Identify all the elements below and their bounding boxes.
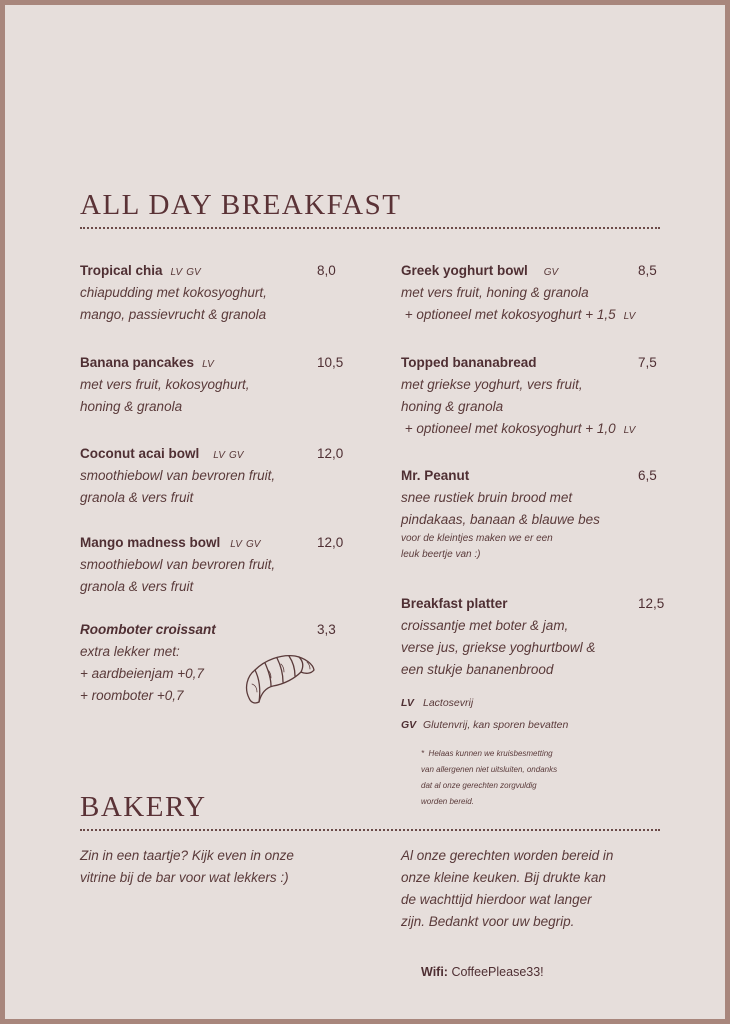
tag-gv: GV <box>543 267 559 278</box>
wifi-label: Wifi: <box>421 965 448 979</box>
item-description: met vers fruit, kokosyoghurt, honing & granola <box>80 377 250 414</box>
menu-item-topped-bananabread <box>401 355 641 442</box>
menu-item-coconut-acai-bowl <box>80 446 310 509</box>
tag-lv: LV <box>230 539 242 550</box>
item-description: croissantje met boter & jam, verse jus, griekse yoghurtbowl & een stukje bananenbrood <box>401 618 596 677</box>
kitchen-notice: Al onze gerechten worden bereid in onze kleine keuken. Bij drukte kan de wachttijd hierdoor wat langer zijn. Bedankt voor uw begrip. <box>401 848 614 929</box>
tag-lv: LV <box>623 311 636 322</box>
bakery-text: Zin in een taartje? Kijk even in onze vitrine bij de bar voor wat lekkers :) <box>80 848 294 885</box>
menu-item-tropical-chia <box>80 263 310 326</box>
item-name: Topped bananabread <box>401 355 537 370</box>
menu-item-banana-pancakes <box>80 355 310 418</box>
item-name: Banana pancakes <box>80 355 195 370</box>
legend-code: LV <box>401 697 414 709</box>
menu-item-mr-peanut <box>401 468 641 563</box>
breakfast-heading: ALL DAY BREAKFAST <box>80 189 402 221</box>
tag-lv: LV <box>202 359 214 370</box>
item-price: 3,3 <box>317 622 336 637</box>
legend-text: Glutenvrij, kan sporen bevatten <box>423 719 569 731</box>
item-price: 8,5 <box>638 263 657 278</box>
item-description: met vers fruit, honing & granola + optioneel met kokosyoghurt + 1,5 LV <box>401 285 636 322</box>
item-price: 7,5 <box>638 355 657 370</box>
item-name: Greek yoghurt bowl <box>401 263 528 278</box>
item-description: chiapudding met kokosyoghurt, mango, passievrucht & granola <box>80 285 267 322</box>
allergen-note: * Helaas kunnen we kruisbesmetting van allergenen niet uitsluiten, ondanks dat al onze gerechten zorgvuldig worden bereid. <box>421 749 558 806</box>
item-description: smoothiebowl van bevroren fruit, granola & vers fruit <box>80 468 276 505</box>
legend-lv <box>401 697 473 709</box>
legend-text: Lactosevrij <box>423 697 474 709</box>
menu-page <box>5 5 725 1019</box>
croissant-icon <box>241 648 317 706</box>
bakery-divider <box>80 829 660 831</box>
tag-gv: GV <box>228 450 244 461</box>
item-name: Tropical chia <box>80 263 163 278</box>
wifi-password: CoffeePlease33! <box>451 965 544 979</box>
bakery-heading: BAKERY <box>80 791 207 823</box>
menu-item-greek-yoghurt-bowl <box>401 263 641 328</box>
item-name: Breakfast platter <box>401 596 508 611</box>
item-name: Roomboter croissant <box>80 622 216 637</box>
tag-gv: GV <box>245 539 261 550</box>
item-name: Coconut acai bowl <box>80 446 200 461</box>
tag-lv: LV <box>213 450 225 461</box>
tag-gv: GV <box>186 267 201 278</box>
item-price: 8,0 <box>317 263 336 278</box>
menu-item-mango-madness-bowl <box>80 535 310 598</box>
item-price: 12,0 <box>317 446 344 461</box>
item-price: 10,5 <box>317 355 344 370</box>
legend-code: GV <box>401 719 417 731</box>
tag-lv: LV <box>623 425 636 436</box>
item-kids-note: voor de kleintjes maken we er een leuk beertje van :) <box>401 533 553 560</box>
item-description: snee rustiek bruin brood met pindakaas, banaan & blauwe bes <box>401 490 600 527</box>
wifi-info <box>421 965 544 979</box>
legend-gv <box>401 719 568 731</box>
item-name: Mr. Peanut <box>401 468 470 483</box>
item-price: 12,5 <box>638 596 665 611</box>
item-description: extra lekker met: + aardbeienjam +0,7 + roomboter +0,7 <box>80 644 204 703</box>
item-price: 6,5 <box>638 468 657 483</box>
menu-item-breakfast-platter <box>401 596 641 681</box>
tag-lv: LV <box>170 267 183 278</box>
item-description: smoothiebowl van bevroren fruit, granola & vers fruit <box>80 557 276 594</box>
item-description: met griekse yoghurt, vers fruit, honing & granola + optioneel met kokosyoghurt + 1,0 LV <box>401 377 636 436</box>
item-price: 12,0 <box>317 535 344 550</box>
breakfast-divider <box>80 227 660 229</box>
item-name: Mango madness bowl <box>80 535 221 550</box>
